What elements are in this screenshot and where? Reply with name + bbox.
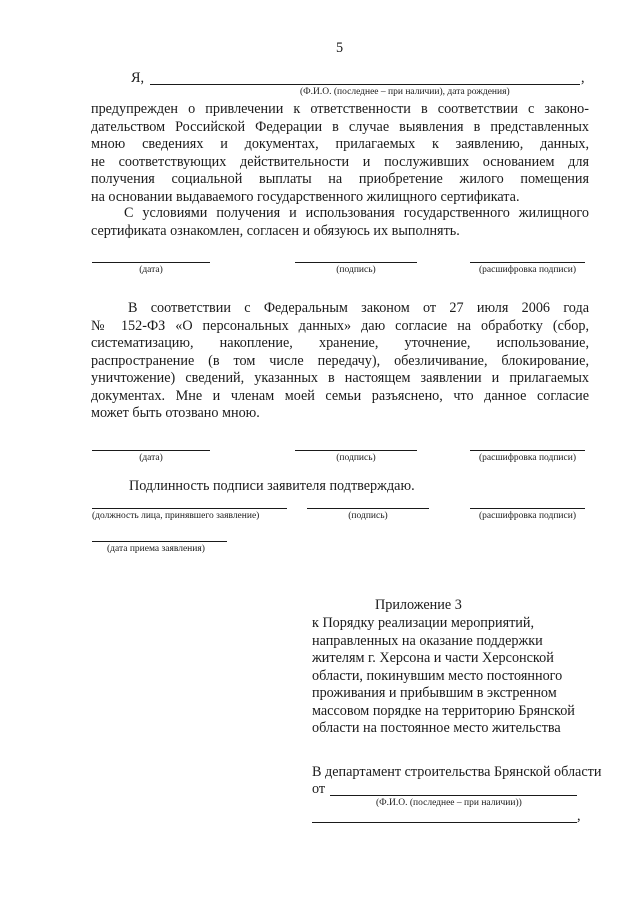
signature-caption-1: (подпись) [336, 265, 376, 275]
fio-birthdate-caption: (Ф.И.О. (последнее – при наличии), дата рождения) [300, 87, 510, 97]
addressee-from: от [312, 781, 326, 797]
official-line [92, 508, 287, 509]
receipt-date-caption: (дата приема заявления) [107, 544, 205, 554]
decoding-line-1 [470, 262, 585, 263]
applicant-name-line-2 [312, 822, 577, 823]
appendix-title: Приложение 3 [375, 597, 462, 613]
decoding-caption-1: (расшифровка подписи) [479, 265, 576, 275]
fio-birthdate-line [150, 84, 580, 85]
consent-paragraph [91, 300, 589, 423]
consent-line: может быть отозвано мною. [91, 405, 260, 421]
declaration-paragraph [91, 101, 589, 206]
declaration-prefix: Я, [131, 70, 145, 86]
applicant-name-caption: (Ф.И.О. (последнее – при наличии)) [376, 798, 522, 808]
declaration-line: получения социальной выплаты на приобретение жилого помещения [91, 171, 589, 187]
receipt-date-line [92, 541, 227, 542]
official-caption: (должность лица, принявшего заявление) [92, 511, 260, 521]
conditions-paragraph [91, 205, 589, 240]
conditions-line: С условиями получения и использования государственного жилищного [124, 205, 589, 221]
appendix-line: массовом порядке на территорию Брянской [312, 702, 575, 719]
date-caption-2: (дата) [139, 453, 163, 463]
consent-line: уничтожение) сведений, указанных в настоящем заявлении и прилагаемых [91, 370, 589, 386]
consent-line: № 152-ФЗ «О персональных данных» даю согласие на обработку (сбор, [91, 317, 589, 334]
declaration-line: дательством Российской Федерации в случае выявления в представленных [91, 118, 589, 135]
addressee-suffix: , [577, 808, 581, 824]
page-number: 5 [336, 40, 344, 56]
appendix-line: жителям г. Херсона и части Херсонской [312, 650, 554, 666]
conditions-line: сертификата ознакомлен, согласен и обязуюсь их выполнять. [91, 222, 460, 239]
addressee-to: В департамент строительства Брянской области [312, 764, 602, 780]
appendix-line: направленных на оказание поддержки [312, 632, 543, 649]
date-line-1 [92, 262, 210, 263]
appendix-line: проживания и прибывшим в экстренном [312, 685, 557, 701]
declaration-line: мною сведениях и документах, прилагаемых к заявлению, данных, [91, 136, 589, 152]
consent-line: систематизацию, накопление, хранение, уточнение, использование, [91, 335, 589, 351]
decoding-caption-2: (расшифровка подписи) [479, 453, 576, 463]
date-line-2 [92, 450, 210, 451]
declaration-suffix: , [581, 70, 585, 86]
appendix-line: области на постоянное место жительства [312, 720, 561, 736]
applicant-name-line [330, 795, 577, 796]
decoding-caption-3: (расшифровка подписи) [479, 511, 576, 521]
declaration-line: не соответствующих действительности и послуживших основанием для [91, 153, 589, 170]
appendix-line: к Порядку реализации мероприятий, [312, 615, 535, 631]
decoding-line-2 [470, 450, 585, 451]
signature-line-1 [295, 262, 417, 263]
declaration-line: на основании выдаваемого государственного жилищного сертификата. [91, 188, 520, 205]
appendix-text [312, 615, 592, 738]
declaration-line: предупрежден о привлечении к ответственности в соответствии с законо- [91, 101, 589, 117]
signature-caption-2: (подпись) [336, 453, 376, 463]
consent-line: В соответствии с Федеральным законом от 27 июля 2006 года [128, 300, 589, 316]
decoding-line-3 [470, 508, 585, 509]
consent-line: распространение (в том числе передачу), обезличивание, блокирование, [91, 352, 589, 369]
authenticity-text: Подлинность подписи заявителя подтверждаю. [129, 478, 415, 494]
appendix-line: области, покинувшим место постоянного [312, 667, 563, 684]
date-caption-1: (дата) [139, 265, 163, 275]
signature-line-3 [307, 508, 429, 509]
signature-line-2 [295, 450, 417, 451]
consent-line: документах. Мне и членам моей семьи разъяснено, что данное согласие [91, 387, 589, 404]
signature-caption-3: (подпись) [348, 511, 388, 521]
